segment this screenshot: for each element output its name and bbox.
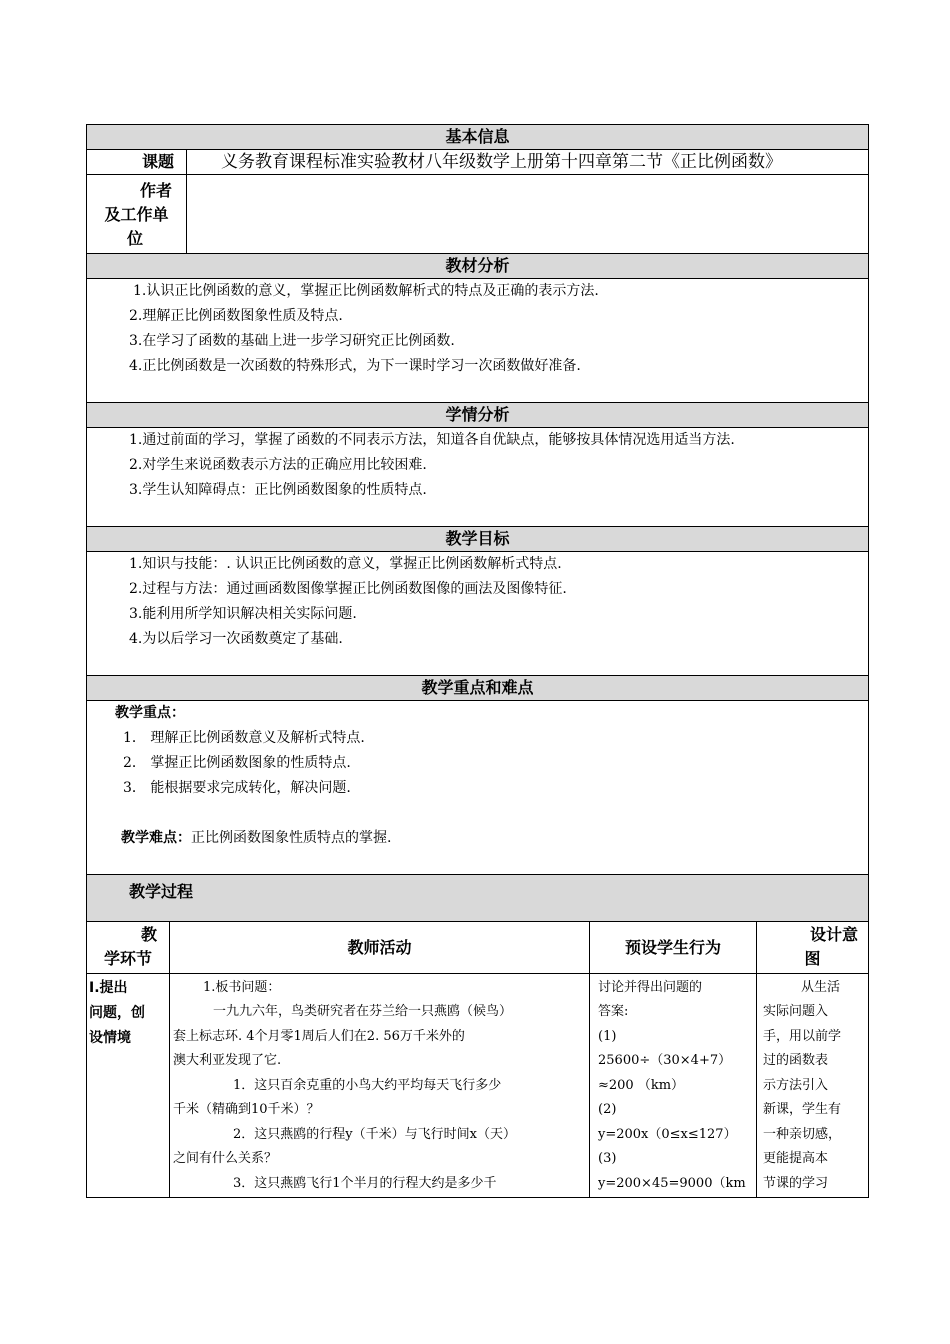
goals-item: 4.为以后学习一次函数奠定了基础. [129,631,343,647]
material-item: 2.理解正比例函数图象性质及特点. [129,308,343,324]
key-item: 2． 掌握正比例函数图象的性质特点. [123,755,351,771]
students-item: 1.通过前面的学习，掌握了函数的不同表示方法，知道各自优缺点，能够按具体情况选用适当方法. [129,432,735,448]
col-teacher-header: 教师活动 [170,922,590,973]
material-item: 3.在学习了函数的基础上进一步学习研究正比例函数. [129,333,455,349]
goals-list [87,552,869,676]
topic-label: 课题 [87,150,187,175]
section-header-students: 学情分析 [87,403,869,428]
keypoints-body [87,701,869,875]
key-item: 1． 理解正比例函数意义及解析式特点. [123,730,365,746]
section-header-basic: 基本信息 [87,125,869,150]
author-label: 作者 及工作单 位 [87,175,187,254]
key-label: 教学重点： [115,705,185,721]
goals-item: 3.能利用所学知识解决相关实际问题. [129,606,357,622]
difficult-text: 正比例函数图象性质特点的掌握. [191,830,392,846]
section-header-material: 教材分析 [87,254,869,279]
material-item: 1.认识正比例函数的意义，掌握正比例函数解析式的特点及正确的表示方法. [133,283,599,299]
design-intent: 从生活 实际问题入 手，用以前学 过的函数表 示方法引入 新课，学生有 一种亲切感， 更能提高本 节课的学习 [757,973,869,1197]
section-header-goals: 教学目标 [87,527,869,552]
lesson-plan-page [86,124,868,1198]
col-stage-header: 教 学环节 [87,922,170,973]
students-item: 2.对学生来说函数表示方法的正确应用比较困难. [129,457,427,473]
teacher-activity: 1.板书问题： 一九九六年，鸟类研究者在芬兰给一只燕鸥（候鸟） 套上标志环. 4个月零1周后人们在2. 56万千米外的 澳大利亚发现了它. 1．这只百余克重的小鸟大约平均每天飞行多少 千米（精确到10千米）？ 2．这只燕鸥的行程y（千米）与飞行时间x（天） 之间有什么关系？ 3．这只燕鸥飞行1个半月的行程大约是多少千 [170,973,590,1197]
difficult-row [115,826,868,851]
stage-cell: Ⅰ.提出 问题，创 设情境 [87,973,170,1197]
section-header-keypoints: 教学重点和难点 [87,676,869,701]
difficult-label: 教学难点： [121,830,191,846]
students-item: 3.学生认知障碍点：正比例函数图象的性质特点. [129,482,427,498]
goals-item: 1.知识与技能：. 认识正比例函数的意义，掌握正比例函数解析式特点. [129,556,562,572]
process-table [86,922,869,1198]
col-intent-header: 设计意 图 [757,922,869,973]
material-list [87,279,869,403]
material-item: 4.正比例函数是一次函数的特殊形式，为下一课时学习一次函数做好准备. [129,358,581,374]
students-list [87,428,869,527]
key-item: 3． 能根据要求完成转化，解决问题. [123,780,351,796]
col-student-header: 预设学生行为 [590,922,757,973]
goals-item: 2.过程与方法：通过画函数图像掌握正比例函数图像的画法及图像特征. [129,581,567,597]
topic-value: 义务教育课程标准实验教材八年级数学上册第十四章第二节《正比例函数》 [187,150,869,175]
section-header-process: 教学过程 [87,875,869,922]
student-behavior: 讨论并得出问题的 答案: (1) 25600÷（30×4+7） ≈200 （km） (2) y=200x（0≤x≤127） (3) y=200×45=9000（km [590,973,757,1197]
lesson-plan-table [86,124,869,922]
author-value [187,175,869,254]
